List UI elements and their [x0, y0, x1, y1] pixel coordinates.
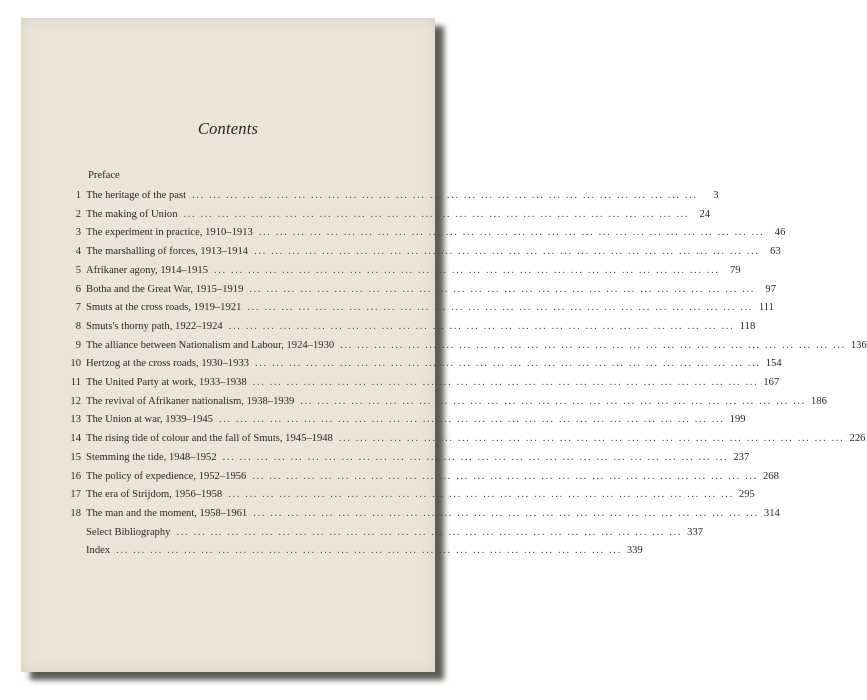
chapter-number: 9: [75, 339, 81, 351]
toc-entry: [63, 395, 827, 409]
chapter-title: Select Bibliography: [86, 526, 171, 538]
chapter-number: 8: [75, 320, 81, 332]
chapter-title: Afrikaner agony, 1914–1915: [86, 264, 208, 276]
toc-entry: [63, 264, 741, 278]
dot-leader: ... ... ... ... ... ... ... ... ... ... ... ... ... ... ... ... ... ... ... ... ... ... ... ... ... ... ... ... ... ...: [228, 320, 735, 332]
chapter-number: 16: [70, 470, 81, 482]
toc-entry: [63, 376, 780, 390]
chapter-number: 5: [75, 264, 81, 276]
page-number: 268: [763, 470, 779, 482]
toc-entry: [63, 301, 774, 315]
chapter-number: 17: [70, 489, 81, 501]
toc-entry: [63, 320, 756, 334]
toc-entry: [63, 413, 746, 427]
chapter-title: Hertzog at the cross roads, 1930–1933: [86, 358, 249, 370]
page-number: 118: [739, 320, 756, 332]
dot-leader: ... ... ... ... ... ... ... ... ... ... ... ... ... ... ... ... ... ... ... ... ... ... ... ... ... ... ... ... ... ...: [222, 451, 729, 463]
chapter-number: 11: [70, 377, 81, 388]
toc-entry: [63, 488, 755, 502]
page-number: 199: [729, 414, 746, 426]
dot-leader: ... ... ... ... ... ... ... ... ... ... ... ... ... ... ... ... ... ... ... ... ... ... ... ... ... ... ... ... ... ...: [254, 246, 760, 258]
chapter-title: The United Party at work, 1933–1938: [86, 377, 247, 388]
dot-leader: ... ... ... ... ... ... ... ... ... ... ... ... ... ... ... ... ... ... ... ... ... ... ... ... ... ... ... ... ... ...: [218, 414, 725, 426]
chapter-number: 1: [75, 190, 81, 201]
page-title: Contents: [197, 119, 259, 138]
chapter-title: The rising tide of colour and the fall of Smuts, 1945–1948: [86, 433, 333, 445]
chapter-number: 3: [75, 227, 81, 239]
toc-entry: [63, 526, 704, 540]
dot-leader: ... ... ... ... ... ... ... ... ... ... ... ... ... ... ... ... ... ... ... ... ... ... ... ... ... ... ... ... ... ...: [214, 264, 720, 276]
dot-leader: ... ... ... ... ... ... ... ... ... ... ... ... ... ... ... ... ... ... ... ... ... ... ... ... ... ... ... ... ... ...: [338, 433, 845, 445]
toc-entry: [63, 357, 782, 371]
page-number: 186: [810, 395, 827, 407]
chapter-number: 14: [70, 433, 81, 445]
chapter-title: Smuts's thorny path, 1922–1924: [86, 320, 223, 332]
page-number: 226: [849, 433, 866, 445]
chapter-title: Botha and the Great War, 1915–1919: [86, 283, 244, 295]
page-number: 24: [699, 208, 711, 220]
page-number: 63: [770, 246, 781, 258]
dot-leader: ... ... ... ... ... ... ... ... ... ... ... ... ... ... ... ... ... ... ... ... ... ... ... ... ... ... ... ... ... ...: [252, 470, 758, 482]
chapter-title: Index: [86, 545, 111, 557]
page-number: 97: [765, 283, 776, 295]
chapter-number: 2: [75, 208, 81, 220]
chapter-number: 13: [70, 414, 81, 426]
toc-entry: [63, 226, 786, 240]
chapter-number: 12: [70, 395, 81, 407]
chapter-number: 15: [70, 451, 81, 463]
dot-leader: ... ... ... ... ... ... ... ... ... ... ... ... ... ... ... ... ... ... ... ... ... ... ... ... ... ... ... ... ... ...: [255, 358, 761, 370]
toc-entry: [63, 544, 643, 558]
chapter-number: 6: [75, 283, 81, 295]
page-number: 136: [850, 339, 867, 351]
chapter-title: The revival of Afrikaner nationalism, 1938–1939: [86, 395, 295, 407]
page-number: 314: [763, 507, 780, 519]
toc-entry: [63, 470, 779, 484]
book-page: [21, 18, 867, 672]
page-number: 46: [774, 227, 786, 239]
chapter-title: The experiment in practice, 1910–1913: [86, 227, 253, 239]
toc-entry: [63, 245, 781, 259]
page-number: 295: [738, 489, 755, 501]
toc-entry: [63, 208, 711, 222]
dot-leader: ... ... ... ... ... ... ... ... ... ... ... ... ... ... ... ... ... ... ... ... ... ... ... ... ... ... ... ... ... ...: [300, 395, 806, 407]
chapter-title: The heritage of the past: [86, 190, 187, 201]
page-number: 167: [763, 377, 780, 388]
dot-leader: ... ... ... ... ... ... ... ... ... ... ... ... ... ... ... ... ... ... ... ... ... ... ... ... ... ... ... ... ... ...: [192, 190, 698, 201]
dot-leader: ... ... ... ... ... ... ... ... ... ... ... ... ... ... ... ... ... ... ... ... ... ... ... ... ... ... ... ... ... ...: [253, 507, 759, 519]
dot-leader: ... ... ... ... ... ... ... ... ... ... ... ... ... ... ... ... ... ... ... ... ... ... ... ... ... ... ... ... ... ...: [249, 283, 755, 295]
page-number: 3: [713, 190, 719, 201]
toc-entry: [63, 451, 750, 465]
chapter-title: The era of Strijdom, 1956–1958: [86, 489, 223, 501]
dot-leader: ... ... ... ... ... ... ... ... ... ... ... ... ... ... ... ... ... ... ... ... ... ... ... ... ... ... ... ... ... ...: [340, 339, 846, 351]
page-number: 154: [765, 358, 782, 370]
toc-entry: [63, 283, 776, 297]
chapter-number: 4: [75, 246, 81, 258]
chapter-title: The making of Union: [86, 208, 178, 220]
dot-leader: ... ... ... ... ... ... ... ... ... ... ... ... ... ... ... ... ... ... ... ... ... ... ... ... ... ... ... ... ... ...: [258, 227, 765, 239]
chapter-title: Smuts at the cross roads, 1919–1921: [86, 302, 242, 314]
chapter-title: Stemming the tide, 1948–1952: [86, 451, 217, 463]
dot-leader: ... ... ... ... ... ... ... ... ... ... ... ... ... ... ... ... ... ... ... ... ... ... ... ... ... ... ... ... ... ...: [252, 377, 759, 388]
chapter-title: The Union at war, 1939–1945: [86, 414, 213, 426]
dot-leader: ... ... ... ... ... ... ... ... ... ... ... ... ... ... ... ... ... ... ... ... ... ... ... ... ... ... ... ... ... ...: [176, 526, 683, 538]
page-number: 237: [733, 451, 750, 463]
page-number: 339: [626, 545, 643, 557]
chapter-title: The alliance between Nationalism and Labour, 1924–1930: [86, 339, 335, 351]
chapter-number: 10: [70, 358, 81, 370]
dot-leader: ... ... ... ... ... ... ... ... ... ... ... ... ... ... ... ... ... ... ... ... ... ... ... ... ... ... ... ... ... ...: [183, 208, 690, 220]
page-number: 79: [729, 264, 741, 276]
toc-entry: [63, 339, 867, 353]
dot-leader: ... ... ... ... ... ... ... ... ... ... ... ... ... ... ... ... ... ... ... ... ... ... ... ... ... ... ... ... ... ...: [247, 302, 753, 314]
chapter-title: The man and the moment, 1958–1961: [86, 507, 248, 519]
dot-leader: ... ... ... ... ... ... ... ... ... ... ... ... ... ... ... ... ... ... ... ... ... ... ... ... ... ... ... ... ... ...: [228, 489, 734, 501]
chapter-title: The policy of expedience, 1952–1956: [86, 470, 247, 482]
preface-entry: Preface: [88, 170, 120, 181]
chapter-title: The marshalling of forces, 1913–1914: [86, 246, 249, 258]
chapter-number: 7: [75, 302, 81, 314]
page-number: 111: [758, 302, 774, 314]
toc-entry: [63, 432, 866, 446]
page-number: 337: [687, 526, 704, 538]
toc-entry: [63, 189, 719, 203]
dot-leader: ... ... ... ... ... ... ... ... ... ... ... ... ... ... ... ... ... ... ... ... ... ... ... ... ... ... ... ... ... ...: [116, 545, 622, 557]
table-of-contents: [21, 18, 867, 672]
toc-entry: [63, 507, 780, 521]
chapter-number: 18: [70, 507, 81, 519]
